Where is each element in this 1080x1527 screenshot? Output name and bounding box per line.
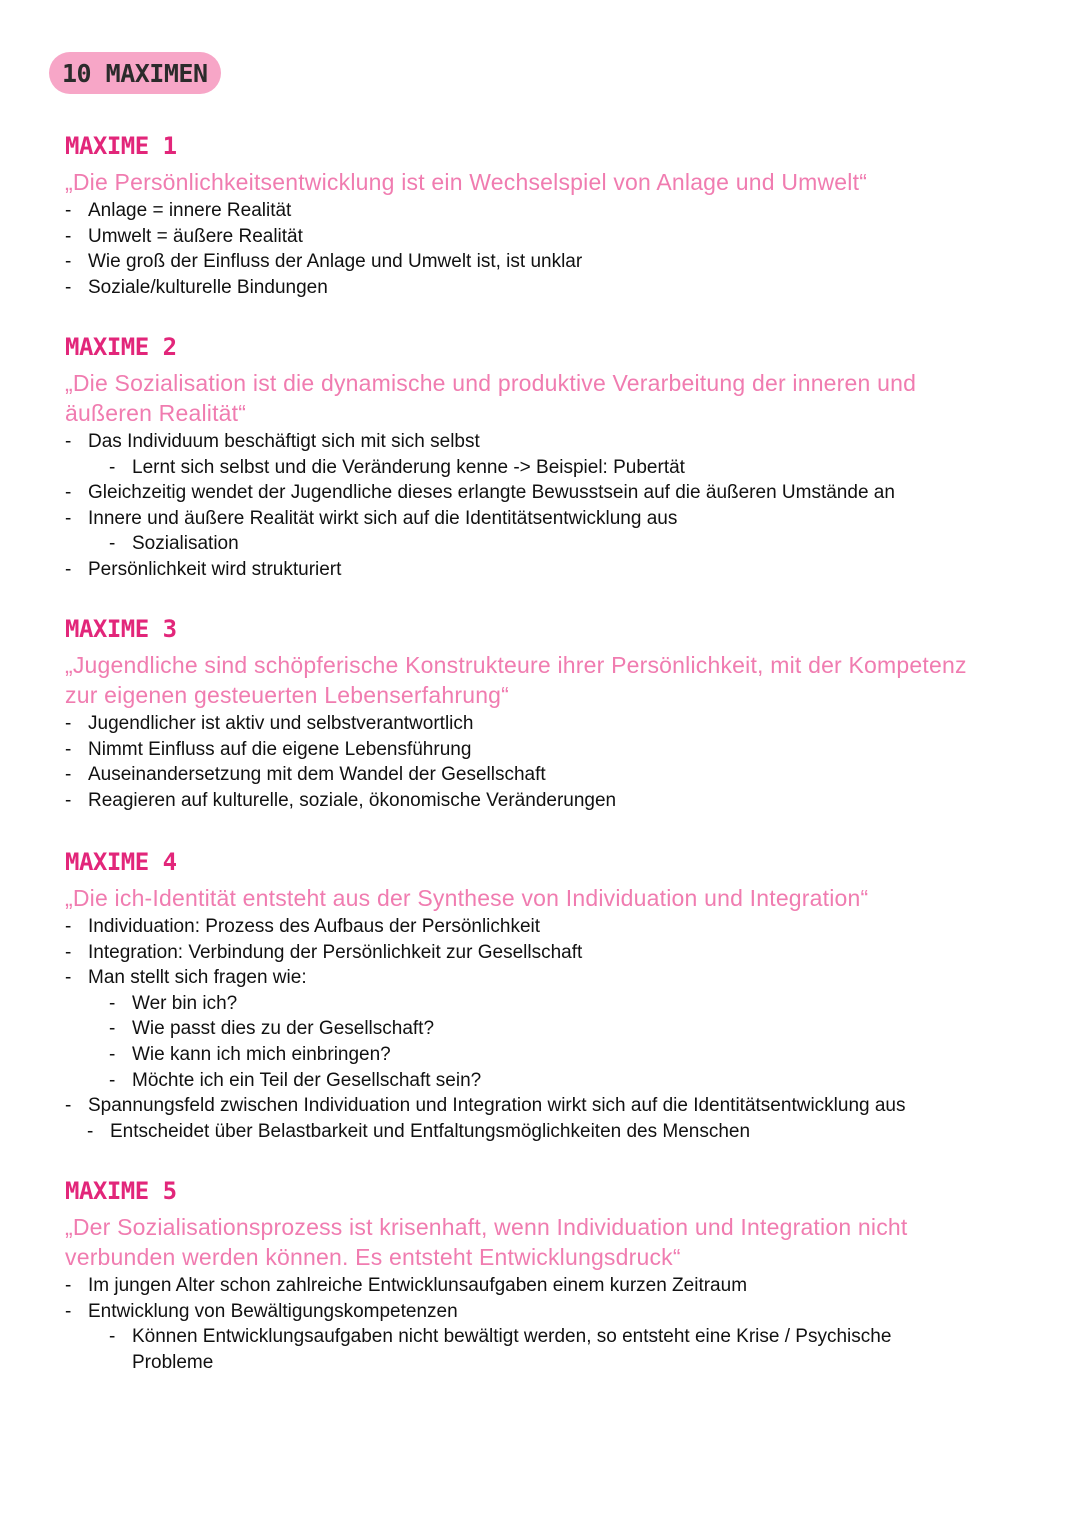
maxime-3-heading: MAXIME 3 bbox=[65, 615, 177, 643]
maxime-2-heading: MAXIME 2 bbox=[65, 333, 177, 361]
maxime-4-list bbox=[65, 914, 1025, 1144]
list-item: - Persönlichkeit wird strukturiert bbox=[65, 557, 1025, 583]
maxime-4-quote: „Die ich-Identität entsteht aus der Synthese von Individuation und Integration“ bbox=[65, 885, 869, 911]
list-item: - Anlage = innere Realität bbox=[65, 198, 1025, 224]
maxime-3-list bbox=[65, 711, 1025, 813]
list-item: - Nimmt Einfluss auf die eigene Lebensführung bbox=[65, 737, 1025, 763]
maxime-2-list bbox=[65, 429, 1025, 583]
list-item: - Individuation: Prozess des Aufbaus der Persönlichkeit bbox=[65, 914, 1025, 940]
list-item: - Wer bin ich? bbox=[65, 991, 1025, 1017]
maxime-5-heading: MAXIME 5 bbox=[65, 1177, 177, 1205]
list-item: - Innere und äußere Realität wirkt sich auf die Identitätsentwicklung aus bbox=[65, 506, 1025, 532]
maxime-5-list bbox=[65, 1273, 1025, 1375]
list-item: - Wie kann ich mich einbringen? bbox=[65, 1042, 1025, 1068]
list-item: - Sozialisation bbox=[65, 531, 1025, 557]
maxime-2-section bbox=[65, 330, 1025, 583]
list-item: - Spannungsfeld zwischen Individuation und Integration wirkt sich auf die Identitätsentwicklung aus bbox=[65, 1093, 1025, 1119]
page-title: 10 MAXIMEN bbox=[62, 58, 208, 88]
list-item: - Umwelt = äußere Realität bbox=[65, 224, 1025, 250]
list-item: - Integration: Verbindung der Persönlichkeit zur Gesellschaft bbox=[65, 940, 1025, 966]
maxime-4-heading: MAXIME 4 bbox=[65, 848, 177, 876]
maxime-5-section bbox=[65, 1174, 1025, 1375]
list-item: - Wie groß der Einfluss der Anlage und Umwelt ist, ist unklar bbox=[65, 249, 1025, 275]
maxime-4-section bbox=[65, 845, 1025, 1144]
list-item: - Soziale/kulturelle Bindungen bbox=[65, 275, 1025, 301]
maxime-1-section bbox=[65, 129, 1025, 300]
list-item: - Wie passt dies zu der Gesellschaft? bbox=[65, 1016, 1025, 1042]
maxime-1-list bbox=[65, 198, 1025, 300]
list-item: - Gleichzeitig wendet der Jugendliche dieses erlangte Bewusstsein auf die äußeren Umstände an bbox=[65, 480, 1025, 506]
list-item: - Reagieren auf kulturelle, soziale, ökonomische Veränderungen bbox=[65, 788, 1025, 814]
list-item: - Lernt sich selbst und die Veränderung kenne -> Beispiel: Pubertät bbox=[65, 455, 1025, 481]
list-item: - Entscheidet über Belastbarkeit und Entfaltungsmöglichkeiten des Menschen bbox=[65, 1119, 1025, 1145]
maxime-2-quote: „Die Sozialisation ist die dynamische und produktive Verarbeitung der inneren und äußeren Realität“ bbox=[65, 370, 917, 426]
maxime-3-section bbox=[65, 612, 1025, 813]
list-item: - Man stellt sich fragen wie: bbox=[65, 965, 1025, 991]
maxime-1-quote: „Die Persönlichkeitsentwicklung ist ein Wechselspiel von Anlage und Umwelt“ bbox=[65, 169, 868, 195]
list-item: - Auseinandersetzung mit dem Wandel der Gesellschaft bbox=[65, 762, 1025, 788]
title-badge bbox=[49, 52, 221, 94]
maxime-5-quote: „Der Sozialisationsprozess ist krisenhaft, wenn Individuation und Integration nicht verbunden werden können. Es entsteht Entwicklungsdruck“ bbox=[65, 1214, 908, 1270]
maxime-1-heading: MAXIME 1 bbox=[65, 132, 177, 160]
list-item: - Möchte ich ein Teil der Gesellschaft sein? bbox=[65, 1068, 1025, 1094]
list-item: - Das Individuum beschäftigt sich mit sich selbst bbox=[65, 429, 1025, 455]
list-item: - Im jungen Alter schon zahlreiche Entwicklunsaufgaben einem kurzen Zeitraum bbox=[65, 1273, 1025, 1299]
list-item: - Können Entwicklungsaufgaben nicht bewältigt werden, so entsteht eine Krise / Psychische Probleme bbox=[65, 1324, 972, 1375]
list-item: - Jugendlicher ist aktiv und selbstverantwortlich bbox=[65, 711, 1025, 737]
maxime-3-quote: „Jugendliche sind schöpferische Konstrukteure ihrer Persönlichkeit, mit der Kompetenz zur eigenen gesteuerten Lebenserfahrung“ bbox=[65, 652, 967, 708]
list-item: - Entwicklung von Bewältigungskompetenzen bbox=[65, 1299, 1025, 1325]
